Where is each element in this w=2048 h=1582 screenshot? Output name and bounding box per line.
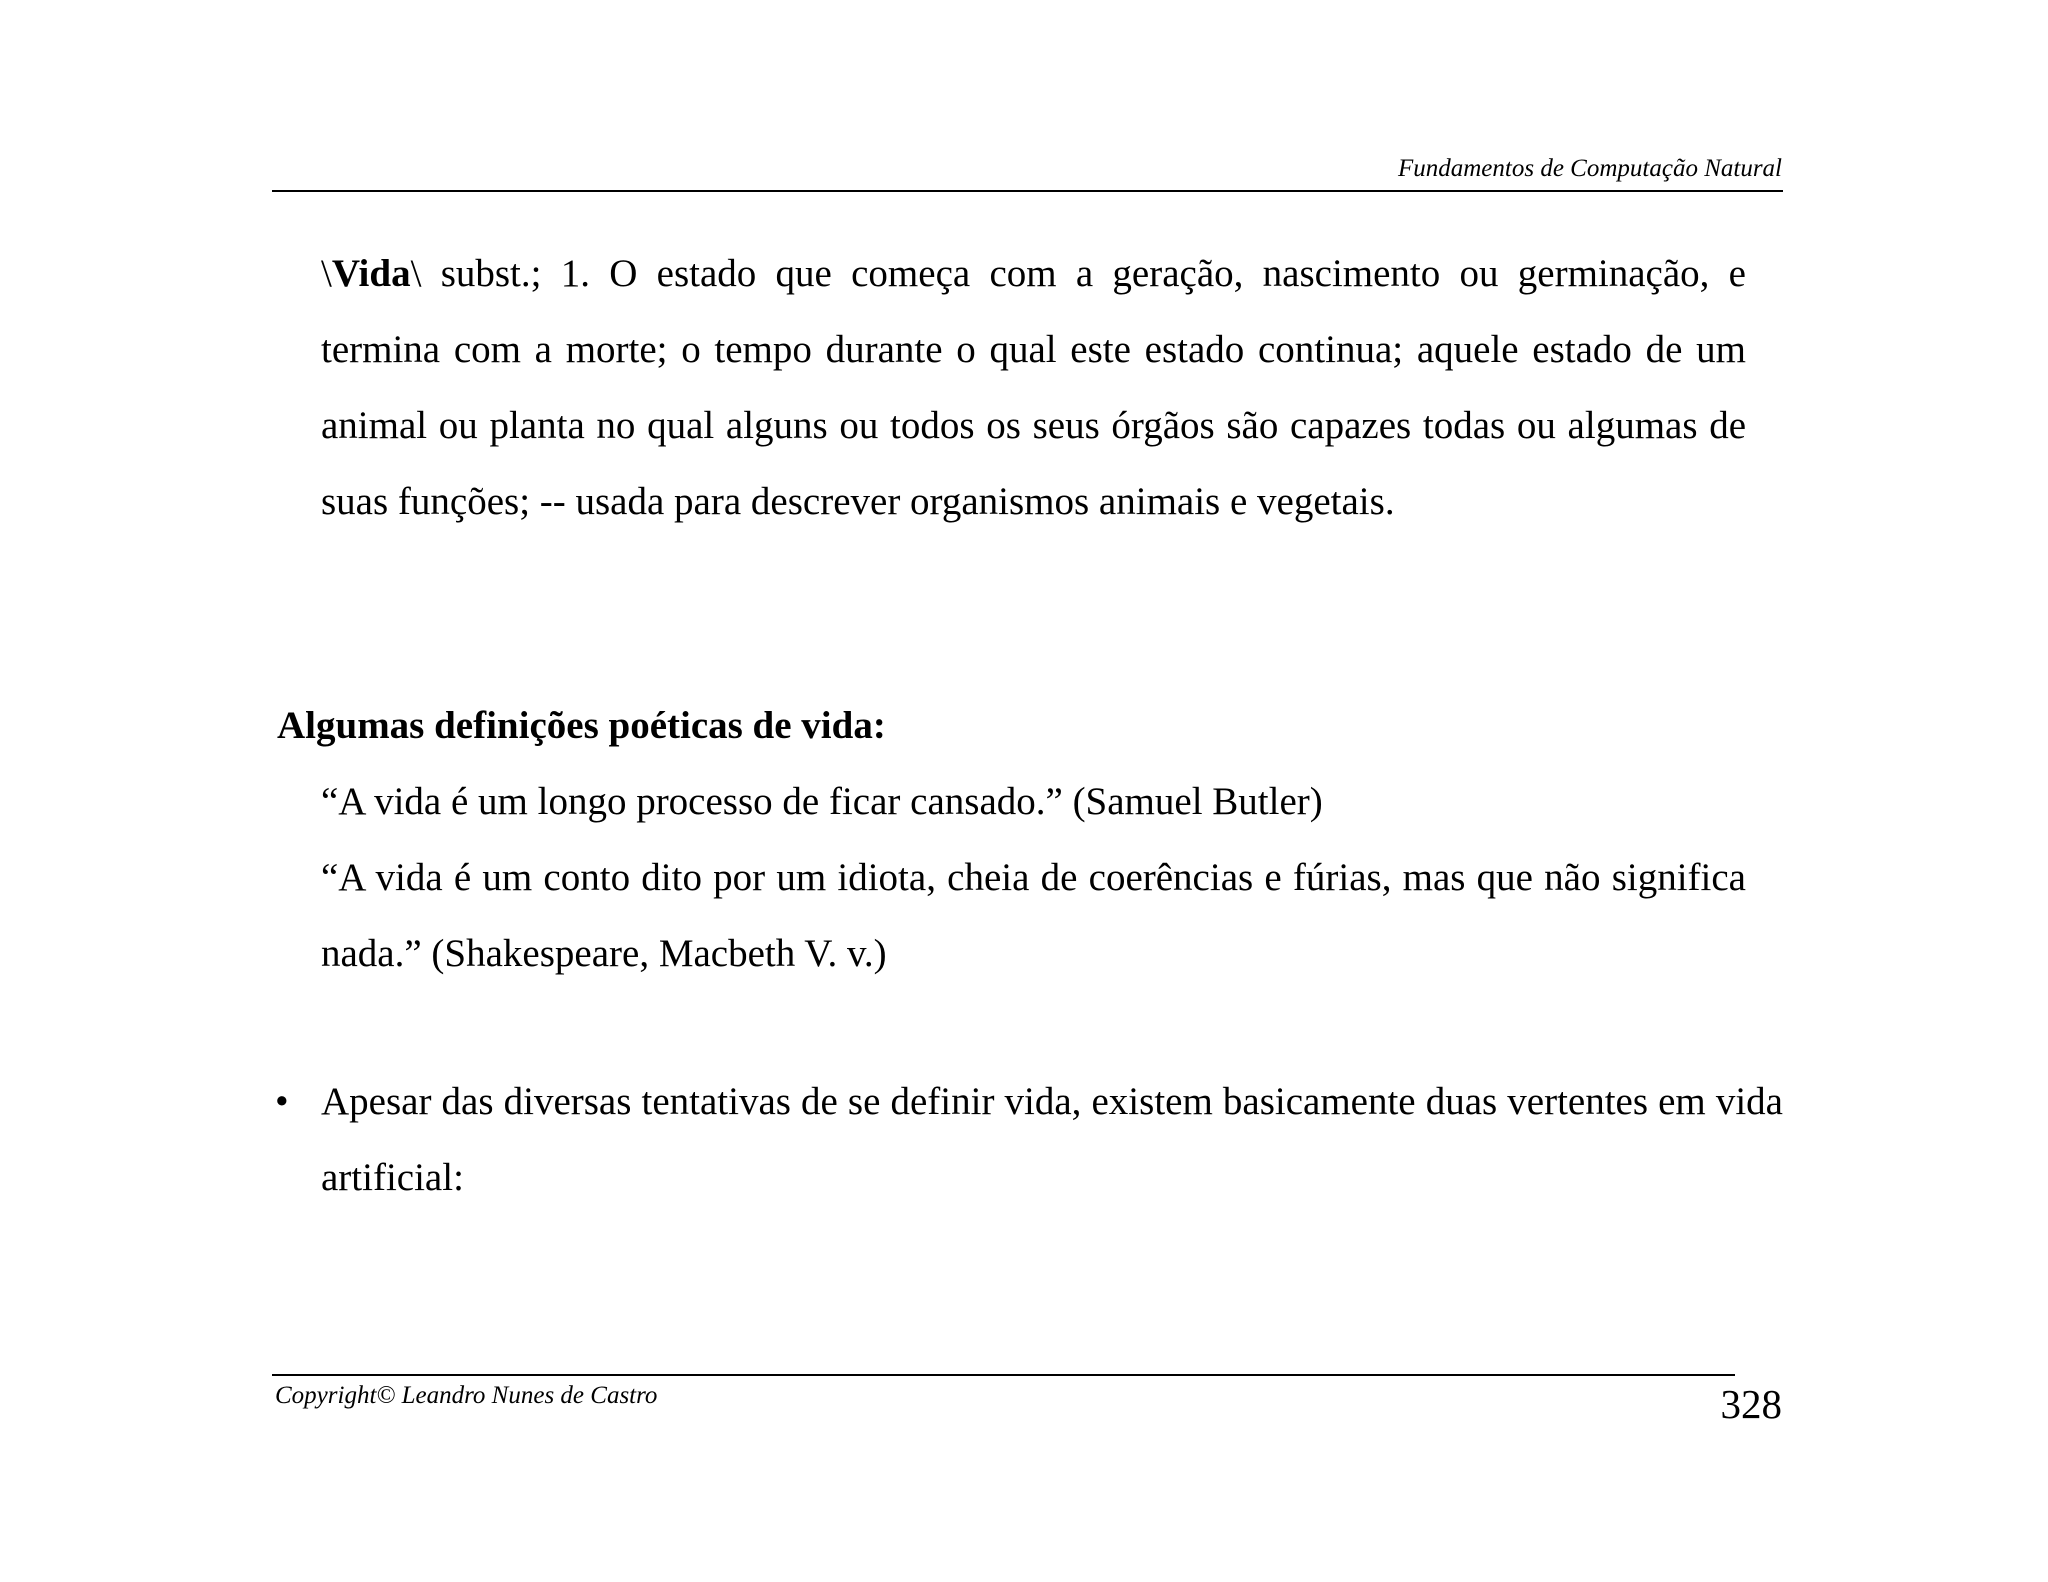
definition-term-open: \ (321, 252, 332, 295)
running-header-title: Fundamentos de Computação Natural (1397, 155, 1782, 182)
header-rule (272, 190, 1783, 192)
bullet-item (275, 1064, 1783, 1216)
bullet-icon: • (275, 1080, 289, 1123)
bullet-text: Apesar das diversas tentativas de se definir vida, existem basicamente duas vertentes em vida artificial: (321, 1080, 1783, 1199)
quote-butler: “A vida é um longo processo de ficar cansado.” (Samuel Butler) (321, 780, 1323, 823)
footer-copyright: Copyright© Leandro Nunes de Castro (275, 1382, 658, 1409)
quote-shakespeare: “A vida é um conto dito por um idiota, cheia de coerências e fúrias, mas que não significa nada.” (Shakespeare, Macbeth V. v.) (321, 856, 1746, 975)
definition-term: Vida (331, 252, 411, 295)
definition-paragraph (321, 236, 1746, 540)
definition-text: subst.; 1. O estado que começa com a geração, nascimento ou germinação, e termina com a morte; o tempo durante o qual este estado continua; aquele estado de um animal ou planta no qual alguns ou todos os seus órgãos são capazes todas ou algumas de suas funções; -- usada para descrever organismos animais e vegetais. (321, 252, 1746, 523)
definition-term-close: \ (410, 252, 422, 295)
poetic-quotes (321, 764, 1746, 992)
poetic-definitions-heading: Algumas definições poéticas de vida: (277, 704, 886, 747)
footer-rule (272, 1374, 1735, 1376)
page-number: 328 (1720, 1381, 1782, 1427)
